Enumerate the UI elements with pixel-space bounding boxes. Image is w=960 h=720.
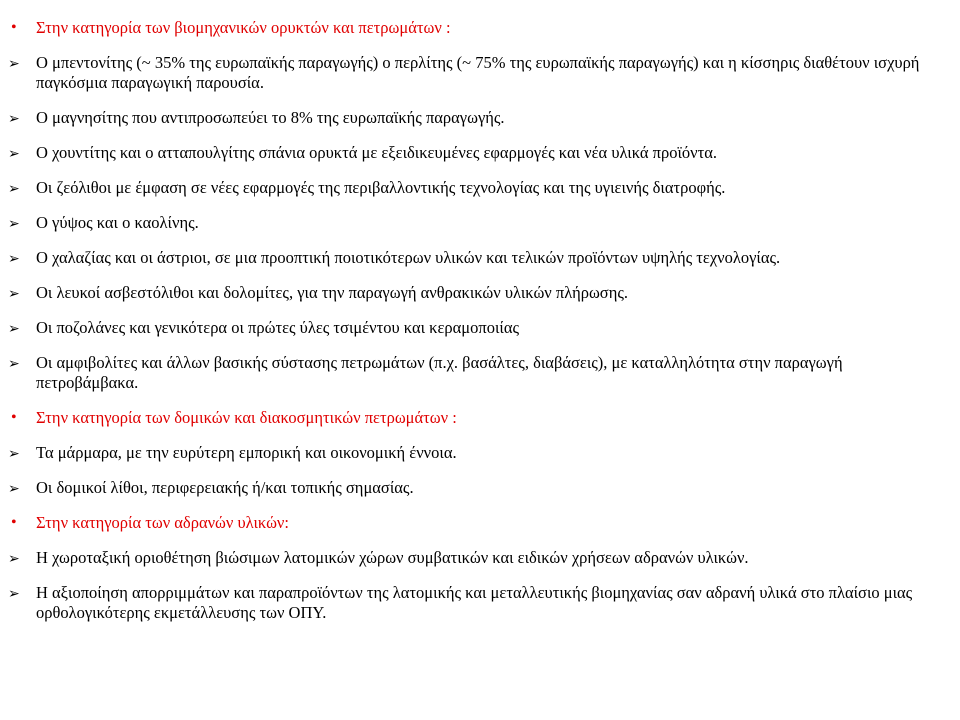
list-item	[0, 478, 960, 498]
arrowhead-icon: ➢	[8, 586, 20, 602]
arrowhead-icon: ➢	[8, 181, 20, 197]
list-item	[0, 583, 960, 623]
bullet-dot-icon: •	[11, 409, 17, 426]
arrowhead-icon: ➢	[8, 446, 20, 462]
section-heading	[0, 408, 960, 428]
section-heading	[0, 18, 960, 38]
list-item-text: Τα μάρμαρα, με την ευρύτερη εμπορική και οικονομική έννοια.	[36, 443, 457, 462]
list-item	[0, 248, 960, 268]
arrowhead-icon: ➢	[8, 146, 20, 162]
arrowhead-icon: ➢	[8, 216, 20, 232]
list-item-text: Οι αμφιβολίτες και άλλων βασικής σύστασης πετρωμάτων (π.χ. βασάλτες, διαβάσεις), με καταλληλότητα στην παραγωγή πετροβάμβακα.	[36, 353, 843, 392]
arrowhead-icon: ➢	[8, 111, 20, 127]
list-item	[0, 213, 960, 233]
list-item-text: Ο μαγνησίτης που αντιπροσωπεύει το 8% της ευρωπαϊκής παραγωγής.	[36, 108, 505, 127]
list-item-text: Ο χαλαζίας και οι άστριοι, σε μια προοπτική ποιοτικότερων υλικών και τελικών προϊόντων υψηλής τεχνολογίας.	[36, 248, 781, 267]
list-item	[0, 548, 960, 568]
section-heading-text: Στην κατηγορία των αδρανών υλικών:	[36, 513, 289, 532]
section-heading	[0, 513, 960, 533]
section-heading-text: Στην κατηγορία των δομικών και διακοσμητικών πετρωμάτων :	[36, 408, 457, 427]
list-item	[0, 53, 960, 93]
list-item	[0, 178, 960, 198]
list-item-text: Η χωροταξική οριοθέτηση βιώσιμων λατομικών χώρων συμβατικών και ειδικών χρήσεων αδρανών υλικών.	[36, 548, 749, 567]
arrowhead-icon: ➢	[8, 551, 20, 567]
section-heading-text: Στην κατηγορία των βιομηχανικών ορυκτών και πετρωμάτων :	[36, 18, 451, 37]
list-item-text: Οι λευκοί ασβεστόλιθοι και δολομίτες, για την παραγωγή ανθρακικών υλικών πλήρωσης.	[36, 283, 628, 302]
bullet-dot-icon: •	[11, 514, 17, 531]
slide-content	[0, 18, 960, 638]
arrowhead-icon: ➢	[8, 356, 20, 372]
list-item	[0, 353, 960, 393]
arrowhead-icon: ➢	[8, 481, 20, 497]
list-item	[0, 318, 960, 338]
list-item-text: Οι ποζολάνες και γενικότερα οι πρώτες ύλες τσιμέντου και κεραμοποιίας	[36, 318, 520, 337]
arrowhead-icon: ➢	[8, 321, 20, 337]
list-item	[0, 443, 960, 463]
list-item-text: Ο μπεντονίτης (~ 35% της ευρωπαϊκής παραγωγής) ο περλίτης (~ 75% της ευρωπαϊκής παραγωγής) και η κίσσηρις διαθέτουν ισχυρή παγκόσμια παραγωγική παρουσία.	[36, 53, 920, 92]
list-item	[0, 143, 960, 163]
list-item	[0, 108, 960, 128]
list-item-text: Ο χουντίτης και ο ατταπουλγίτης σπάνια ορυκτά με εξειδικευμένες εφαρμογές και νέα υλικά προϊόντα.	[36, 143, 718, 162]
list-item-text: Ο γύψος και ο καολίνης.	[36, 213, 199, 232]
arrowhead-icon: ➢	[8, 251, 20, 267]
list-item-text: Οι δομικοί λίθοι, περιφερειακής ή/και τοπικής σημασίας.	[36, 478, 414, 497]
list-item	[0, 283, 960, 303]
arrowhead-icon: ➢	[8, 286, 20, 302]
list-item-text: Η αξιοποίηση απορριμμάτων και παραπροϊόντων της λατομικής και μεταλλευτικής βιομηχανίας σαν αδρανή υλικά στο πλαίσιο μιας ορθολογικότερης εκμετάλλευσης των ΟΠΥ.	[36, 583, 913, 622]
arrowhead-icon: ➢	[8, 56, 20, 72]
list-item-text: Οι ζεόλιθοι με έμφαση σε νέες εφαρμογές της περιβαλλοντικής τεχνολογίας και της υγιεινής διατροφής.	[36, 178, 726, 197]
bullet-dot-icon: •	[11, 19, 17, 36]
